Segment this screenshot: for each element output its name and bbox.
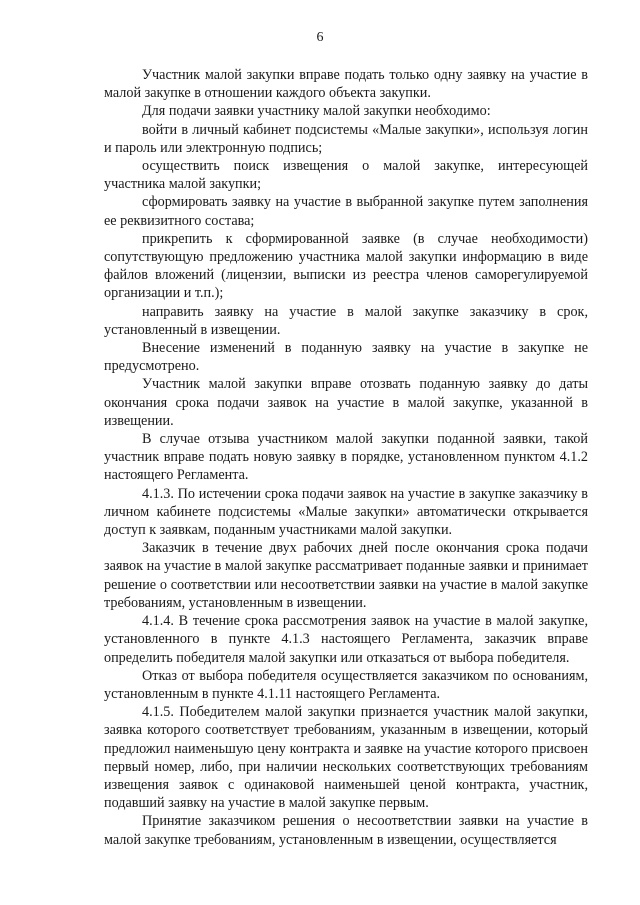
paragraph: Для подачи заявки участнику малой закупки необходимо: (142, 103, 491, 120)
paragraph: прикрепить к сформированной заявке (в случае необходимости) сопутствующую предложению участника малой закупки информацию в виде файлов вложений (лицензии, выписки из реестра членов саморегулируемой организации и т.п.); (104, 230, 588, 302)
paragraph: Заказчик в течение двух рабочих дней после окончания срока подачи заявок на участие в малой закупке рассматривает поданные заявки и принимает решение о соответствии или несоответствии заявки на участие в малой закупке требованиям, установленным в извещении. (104, 540, 588, 611)
paragraph: сформировать заявку на участие в выбранной закупке путем заполнения ее реквизитного состава; (104, 194, 588, 229)
paragraph: Принятие заказчиком решения о несоответствии заявки на участие в малой закупке требованиям, установленным в извещении, осуществляется (104, 813, 588, 848)
paragraph: 4.1.5. Победителем малой закупки признается участник малой закупки, заявка которого соответствует требованиям, указанным в извещении, который предложил наименьшую цену контракта и заявке на участие которого присвоен первый номер, либо, при наличии нескольких соответствующих требованиям извещения заявок с одинаковой наименьшей ценой контракта, участник, подавший заявку на участие в малой закупке первым. (104, 704, 588, 812)
paragraph: Участник малой закупки вправе отозвать поданную заявку до даты окончания срока подачи заявок на участие в малой закупке, указанной в извещении. (104, 376, 588, 429)
paragraph: Отказ от выбора победителя осуществляется заказчиком по основаниям, установленным в пункте 4.1.11 настоящего Регламента. (104, 667, 588, 702)
paragraph: войти в личный кабинет подсистемы «Малые закупки», используя логин и пароль или электронную подпись; (104, 121, 588, 156)
paragraph: направить заявку на участие в малой закупке заказчику в срок, установленный в извещении. (104, 303, 588, 338)
paragraph: В случае отзыва участником малой закупки поданной заявки, такой участник вправе подать новую заявку в порядке, установленном пунктом 4.1.2 настоящего Регламента. (104, 431, 588, 484)
page-number: 6 (316, 30, 324, 45)
paragraph: 4.1.3. По истечении срока подачи заявок на участие в закупке заказчику в личном кабинете подсистемы «Малые закупки» автоматически открывается доступ к заявкам, поданным участниками малой закупки. (104, 485, 588, 539)
paragraph: осуществить поиск извещения о малой закупке, интересующей участника малой закупки; (104, 158, 588, 193)
document-body (104, 66, 588, 849)
paragraph: Внесение изменений в поданную заявку на участие в закупке не предусмотрено. (104, 340, 588, 375)
paragraph: 4.1.4. В течение срока рассмотрения заявок на участие в малой закупке, установленного в пункте 4.1.3 настоящего Регламента, заказчик вправе определить победителя малой закупки или отказаться от выбора победителя. (104, 613, 588, 666)
paragraph: Участник малой закупки вправе подать только одну заявку на участие в малой закупке в отношении каждого объекта закупки. (104, 67, 588, 102)
